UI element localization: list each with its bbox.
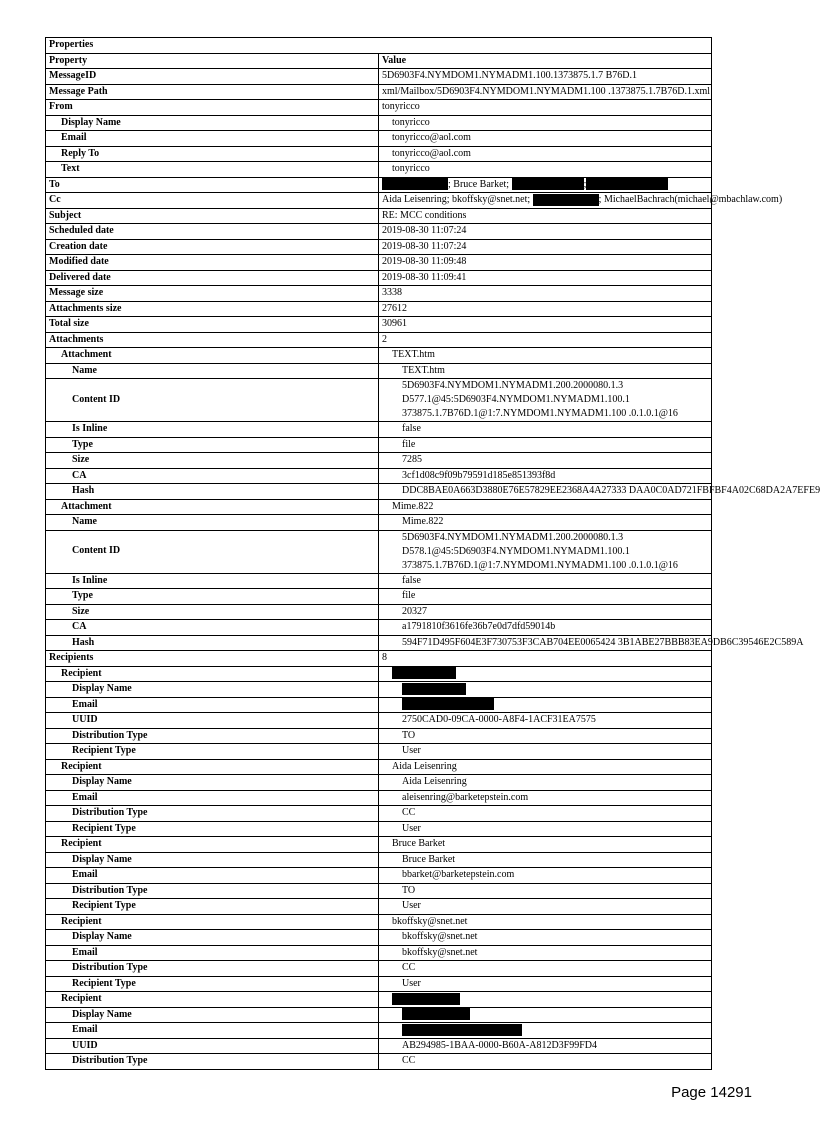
property-value: aleisenring@barketepstein.com	[379, 790, 712, 806]
property-name: Message Path	[46, 84, 379, 100]
property-value: Aida Leisenring	[379, 759, 712, 775]
property-value	[379, 992, 712, 1008]
table-row	[46, 301, 712, 317]
table-row	[46, 317, 712, 333]
table-row	[46, 759, 712, 775]
property-name: Email	[46, 131, 379, 147]
property-value: Bruce Barket	[379, 852, 712, 868]
property-name: Display Name	[46, 682, 379, 698]
property-name: Scheduled date	[46, 224, 379, 240]
property-name: Size	[46, 604, 379, 620]
property-name: Email	[46, 790, 379, 806]
property-value	[379, 697, 712, 713]
property-value: file	[379, 589, 712, 605]
table-row	[46, 1038, 712, 1054]
header-property: Property	[46, 53, 379, 69]
table-row	[46, 728, 712, 744]
property-name: Recipient Type	[46, 976, 379, 992]
table-row	[46, 697, 712, 713]
table-row	[46, 713, 712, 729]
property-name: Email	[46, 697, 379, 713]
property-name: Is Inline	[46, 573, 379, 589]
table-row	[46, 868, 712, 884]
property-value	[379, 379, 712, 422]
table-row	[46, 883, 712, 899]
property-name: Attachment	[46, 499, 379, 515]
table-row	[46, 682, 712, 698]
property-name: Distribution Type	[46, 883, 379, 899]
properties-table	[45, 37, 820, 1070]
property-value	[379, 666, 712, 682]
properties-body	[46, 38, 820, 1070]
value-text: ; MichaelBachrach(michael@mbachlaw.com)	[598, 194, 783, 205]
property-name: Is Inline	[46, 422, 379, 438]
property-name: To	[46, 177, 379, 193]
table-row	[46, 193, 712, 209]
property-name: Hash	[46, 635, 379, 651]
header-value: Value	[379, 53, 712, 69]
table-row	[46, 744, 712, 760]
property-value: 2019-08-30 11:09:48	[379, 255, 712, 271]
property-value: file	[379, 437, 712, 453]
property-name: Display Name	[46, 775, 379, 791]
table-row	[46, 146, 712, 162]
table-row	[46, 573, 712, 589]
property-name: Recipient	[46, 666, 379, 682]
table-title: Properties	[46, 38, 712, 54]
table-row	[46, 484, 712, 500]
property-name: Delivered date	[46, 270, 379, 286]
property-value: false	[379, 422, 712, 438]
property-name: Total size	[46, 317, 379, 333]
property-name: Cc	[46, 193, 379, 209]
table-row	[46, 453, 712, 469]
property-value: 20327	[379, 604, 712, 620]
table-row	[46, 437, 712, 453]
property-value: CC	[379, 1054, 712, 1070]
redaction-box	[382, 178, 448, 190]
table-row	[46, 348, 712, 364]
property-value: RE: MCC conditions	[379, 208, 712, 224]
property-value: tonyricco	[379, 115, 712, 131]
property-value	[379, 193, 783, 209]
property-value	[379, 530, 712, 573]
table-row	[46, 499, 712, 515]
table-row	[46, 945, 712, 961]
table-row	[46, 775, 712, 791]
property-value: Aida Leisenring	[379, 775, 712, 791]
value-line: 5D6903F4.NYMDOM1.NYMADM1.200.2000080.1.3	[402, 531, 624, 543]
property-value: AB294985-1BAA-0000-B60A-A812D3F99FD4	[379, 1038, 712, 1054]
value-line: D577.1@45:5D6903F4.NYMDOM1.NYMADM1.100.1	[402, 394, 630, 405]
property-name: Size	[46, 453, 379, 469]
property-value: User	[379, 976, 712, 992]
property-name: Reply To	[46, 146, 379, 162]
property-value: TEXT.htm	[379, 363, 712, 379]
property-name: MessageID	[46, 69, 379, 85]
property-name: Attachments size	[46, 301, 379, 317]
property-name: Recipient	[46, 914, 379, 930]
property-name: CA	[46, 620, 379, 636]
table-row	[46, 914, 712, 930]
property-name: Email	[46, 945, 379, 961]
table-row	[46, 530, 712, 573]
value-text: ; Bruce Barket;	[448, 178, 510, 190]
table-row	[46, 468, 712, 484]
property-name: Distribution Type	[46, 806, 379, 822]
property-name: Display Name	[46, 930, 379, 946]
property-name: Recipient Type	[46, 899, 379, 915]
property-name: Email	[46, 868, 379, 884]
value-line: D578.1@45:5D6903F4.NYMDOM1.NYMADM1.100.1	[402, 545, 630, 557]
property-value: a1791810f3616fe36b7e0d7dfd59014b	[379, 620, 712, 636]
property-name: Display Name	[46, 1007, 379, 1023]
table-row	[46, 1023, 712, 1039]
property-value: bkoffsky@snet.net	[379, 930, 712, 946]
redaction-box	[402, 698, 494, 710]
property-value: CC	[379, 806, 712, 822]
property-name: Message size	[46, 286, 379, 302]
property-name: Distribution Type	[46, 728, 379, 744]
redaction-box	[392, 993, 460, 1005]
table-row	[46, 806, 712, 822]
property-value: User	[379, 744, 712, 760]
property-name: Name	[46, 363, 379, 379]
property-name: Distribution Type	[46, 961, 379, 977]
property-name: From	[46, 100, 379, 116]
property-name: Attachment	[46, 348, 379, 364]
property-name: UUID	[46, 713, 379, 729]
redaction-box	[402, 1008, 470, 1020]
property-value: 3338	[379, 286, 712, 302]
redaction-box	[402, 1024, 522, 1036]
property-value: 3cf1d08c9f09b79591d185e851393f8d	[379, 468, 712, 484]
table-header-row	[46, 53, 712, 69]
table-row	[46, 224, 712, 240]
table-row	[46, 131, 712, 147]
table-row	[46, 332, 712, 348]
table-row	[46, 976, 712, 992]
property-value: 27612	[379, 301, 712, 317]
property-value: DDC8BAE0A663D3880E76E57829EE2368A4A27333 DAA0C0AD721FBFBF4A02C68DA2A7EFE9	[379, 484, 712, 500]
page-number: Page 14291	[671, 1084, 752, 1101]
redaction-box	[533, 194, 599, 206]
value-text: Aida Leisenring; bkoffsky@snet.net;	[382, 194, 531, 205]
table-row	[46, 363, 712, 379]
table-row	[46, 1007, 712, 1023]
table-row	[46, 604, 712, 620]
table-row	[46, 422, 712, 438]
property-value: TO	[379, 728, 712, 744]
property-name: CA	[46, 468, 379, 484]
property-name: Attachments	[46, 332, 379, 348]
table-row	[46, 852, 712, 868]
table-row	[46, 837, 712, 853]
property-name: Content ID	[46, 530, 379, 573]
table-row	[46, 115, 712, 131]
property-value: 7285	[379, 453, 712, 469]
property-value: 594F71D495F604E3F730753F3CAB704EE0065424 3B1ABE27BBB83EA9DB6C39546E2C589A	[379, 635, 712, 651]
table-row	[46, 899, 712, 915]
table-row	[46, 992, 712, 1008]
property-name: Email	[46, 1023, 379, 1039]
property-name: Name	[46, 515, 379, 531]
value-line: 373875.1.7B76D.1@1:7.NYMDOM1.NYMADM1.100 .0.1.0.1@16	[402, 408, 678, 419]
redaction-box	[586, 178, 668, 190]
property-value: xml/Mailbox/5D6903F4.NYMDOM1.NYMADM1.100 .1373875.1.7B76D.1.xml	[379, 84, 712, 100]
property-value: Bruce Barket	[379, 837, 712, 853]
property-name: Subject	[46, 208, 379, 224]
property-name: Distribution Type	[46, 1054, 379, 1070]
property-value: bbarket@barketepstein.com	[379, 868, 712, 884]
table-row	[46, 379, 712, 422]
property-value: 2	[379, 332, 712, 348]
table-row	[46, 239, 712, 255]
property-name: Modified date	[46, 255, 379, 271]
table-row	[46, 930, 712, 946]
property-value: false	[379, 573, 712, 589]
table-row	[46, 589, 712, 605]
property-name: Hash	[46, 484, 379, 500]
property-value: tonyricco@aol.com	[379, 146, 712, 162]
property-value: tonyricco	[379, 162, 712, 178]
property-name: Content ID	[46, 379, 379, 422]
table-row	[46, 270, 712, 286]
property-value: 2750CAD0-09CA-0000-A8F4-1ACF31EA7575	[379, 713, 712, 729]
property-value: Mime.822	[379, 515, 712, 531]
table-row	[46, 620, 712, 636]
property-name: Type	[46, 589, 379, 605]
table-row	[46, 208, 712, 224]
property-value	[379, 1007, 712, 1023]
redaction-box	[512, 178, 584, 190]
table-row	[46, 651, 712, 667]
property-name: Recipients	[46, 651, 379, 667]
table-title-row	[46, 38, 712, 54]
property-value: TEXT.htm	[379, 348, 712, 364]
property-name: Type	[46, 437, 379, 453]
table-row	[46, 162, 712, 178]
property-name: Recipient	[46, 759, 379, 775]
property-name: Display Name	[46, 115, 379, 131]
table-row	[46, 69, 712, 85]
property-name: Recipient Type	[46, 821, 379, 837]
property-value: 8	[379, 651, 712, 667]
table-row	[46, 286, 712, 302]
property-value	[379, 1023, 712, 1039]
property-value: 2019-08-30 11:07:24	[379, 239, 712, 255]
table-row	[46, 821, 712, 837]
property-value: Mime.822	[379, 499, 712, 515]
property-name: Recipient Type	[46, 744, 379, 760]
redaction-box	[392, 667, 456, 679]
property-value	[379, 682, 712, 698]
value-line: 373875.1.7B76D.1@1:7.NYMDOM1.NYMADM1.100 .0.1.0.1@16	[402, 559, 678, 571]
property-value: 30961	[379, 317, 712, 333]
property-value: ; Bruce Barket; ;	[379, 177, 712, 193]
table-row	[46, 84, 712, 100]
property-value: 5D6903F4.NYMDOM1.NYMADM1.100.1373875.1.7 B76D.1	[379, 69, 712, 85]
property-name: Recipient	[46, 837, 379, 853]
property-name: Display Name	[46, 852, 379, 868]
property-value: tonyricco	[379, 100, 712, 116]
property-name: Text	[46, 162, 379, 178]
value-line: 5D6903F4.NYMDOM1.NYMADM1.200.2000080.1.3	[402, 380, 624, 391]
property-value: CC	[379, 961, 712, 977]
property-value: bkoffsky@snet.net	[379, 914, 712, 930]
table-row	[46, 100, 712, 116]
redaction-box	[402, 683, 466, 695]
table-row	[46, 177, 712, 193]
property-name: Recipient	[46, 992, 379, 1008]
property-value: 2019-08-30 11:07:24	[379, 224, 712, 240]
property-name: UUID	[46, 1038, 379, 1054]
property-value: User	[379, 899, 712, 915]
table-row	[46, 790, 712, 806]
table-row	[46, 515, 712, 531]
table-row	[46, 255, 712, 271]
property-value: bkoffsky@snet.net	[379, 945, 712, 961]
table-row	[46, 666, 712, 682]
table-row	[46, 961, 712, 977]
property-name: Creation date	[46, 239, 379, 255]
property-value: 2019-08-30 11:09:41	[379, 270, 712, 286]
property-value: TO	[379, 883, 712, 899]
table-row	[46, 1054, 712, 1070]
property-value: tonyricco@aol.com	[379, 131, 712, 147]
property-value: User	[379, 821, 712, 837]
table-row	[46, 635, 712, 651]
